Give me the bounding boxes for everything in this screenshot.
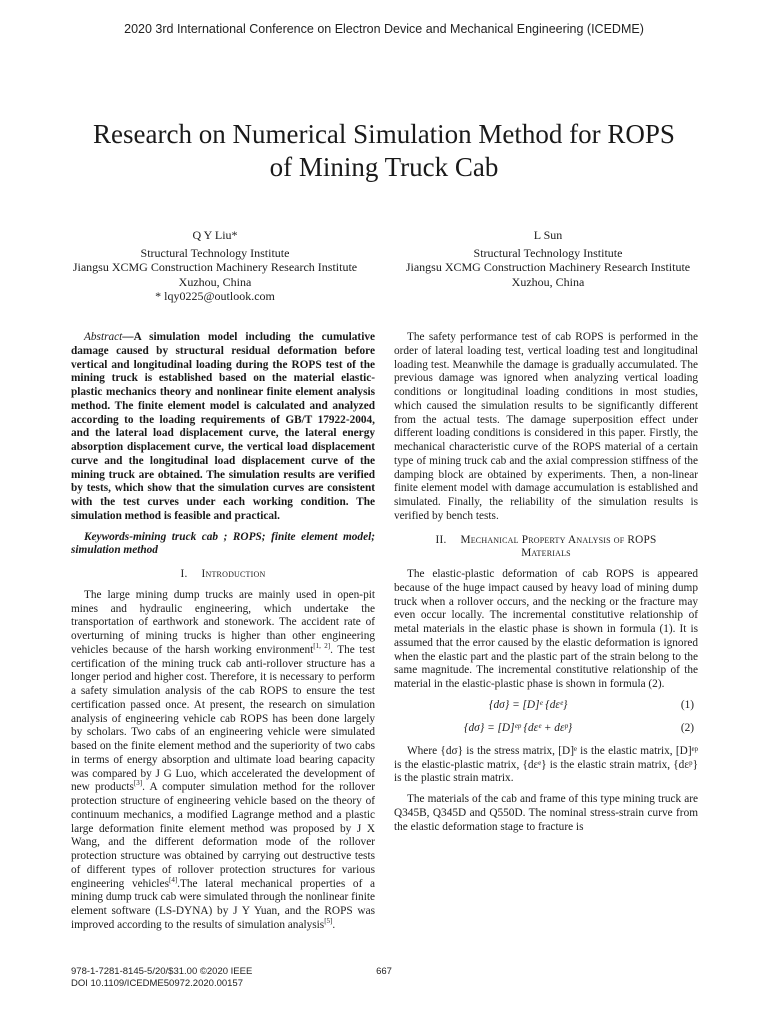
paragraph: The materials of the cab and frame of this type mining truck are Q345B, Q345D and Q550D. The nominal stress-strain curve from the elastic deformation stage to fracture is [394, 793, 698, 833]
conference-header: 2020 3rd International Conference on Electron Device and Mechanical Engineering (ICEDME) [124, 22, 644, 36]
section-title: Mechanical Property Analysis of ROPS [460, 533, 657, 546]
author-email: * lqy0225@outlook.com [155, 289, 275, 303]
section-title: Introduction [201, 568, 266, 580]
author-name: L Sun [533, 228, 563, 242]
author-affiliation: Structural Technology Institute [140, 245, 290, 260]
section-number: I. [180, 568, 188, 580]
author-block-1 [60, 228, 370, 304]
author-location: Xuzhou, China [178, 274, 252, 289]
equation-2 [394, 722, 698, 742]
equation-expression: {dσ} = [D]ᵉᵖ {dεᵉ + dεᵖ} [464, 721, 573, 734]
author-location: Xuzhou, China [511, 274, 585, 289]
paragraph [71, 589, 375, 933]
footer-isbn: 978-1-7281-8145-5/20/$31.00 ©2020 IEEE [71, 966, 253, 977]
author-name: Q Y Liu* [192, 228, 238, 242]
author-block-2 [393, 228, 703, 289]
left-column [71, 331, 375, 940]
citation: [4] [168, 875, 178, 884]
paragraph: The elastic-plastic deformation of cab ROPS is appeared because of the huge impact caused by heavy load of mining dump truck when a rollover occurs, and the necking or the fracture may even occur locally. The incremental constitutive relationship of metal materials in the elastic phase is shown in formula (1). It is assumed that the error caused by the elastic deformation is ignored when the elastic part and the plastic part of the strain belong to the same magnitude. The incremental constitutive relationship of the material in the elastic-plastic phase is shown in formula (2). [394, 568, 698, 690]
keywords: Keywords-mining truck cab ; ROPS; finite element model; simulation method [71, 530, 375, 557]
footer-doi: DOI 10.1109/ICEDME50972.2020.00157 [71, 977, 243, 989]
paragraph-text: The large mining dump trucks are mainly used in open-pit mines and hydraulic engineering, which undertake the transportation of earthwork and stonework. The accident rate of overturning of mining trucks is higher than other engineering vehicles because of the harsh working environment [71, 588, 375, 656]
paragraph-text: . The test certification of the mining truck cab anti-rollover structure has a longer period and higher cost. Therefore, it is necessary to perform a safety simulation analysis of the cab ROPS to ensure the test certification passed once. At present, the research on simulation analysis of engineering vehicle cab ROPS has been done largely by scholars. Two cabs of an engineering vehicle were simulated based on the finite element method and the superiority of two cabs in terms of energy absorption and ultimate load bearing capacity was compared by J G Luo, which accelerated the development of new products [71, 643, 375, 794]
paragraph-text: . A computer simulation method for the rollover protection structure of engineering vehicle based on the theory of continuum mechanics, a modified Lagrange method and a plastic large deformation finite element method was proposed by J X Wang, and the different deformation mode of the rollover protection structure was obtained by carrying out destructive tests of different types of rollover protection structures for various engineering vehicles [71, 781, 375, 890]
equation-1 [394, 699, 698, 719]
paragraph-text: . [332, 918, 336, 931]
section-heading-introduction [71, 568, 375, 582]
right-column [394, 331, 698, 841]
section-heading-materials [394, 534, 698, 562]
section-title-continued: Materials [521, 547, 571, 560]
equation-number: (1) [680, 698, 694, 711]
paper-title [40, 118, 728, 184]
author-affiliation: Jiangsu XCMG Construction Machinery Research Institute [72, 260, 358, 274]
citation: [1, 2] [313, 641, 331, 650]
title-line-1: Research on Numerical Simulation Method for ROPS [93, 119, 675, 149]
citation: [5] [324, 916, 333, 925]
paragraph: The safety performance test of cab ROPS is performed in the order of lateral loading test, vertical loading test and longitudinal loading test. Meanwhile the damage is gradually accumulated. The previous damage was ignored when analyzing vertical loading conditions or longitudinal loading conditions in most studies, which caused the simulation results to be significantly different from the actual tests. The damage superposition effect under different loading conditions is considered in this paper. Firstly, the mechanical characteristic curve of the ROPS material of a certain type of mining truck cab and the axial compression stiffness of the damping block are obtained by experiments. Then, a non-linear finite element model with damage accumulation is established and simulated. Finally, the reliability of the simulation results is verified by bench tests. [394, 331, 698, 522]
equation-expression: {dσ} = [D]ᵉ {dεᵉ} [489, 698, 568, 711]
author-affiliation: Structural Technology Institute [473, 245, 623, 260]
author-affiliation: Jiangsu XCMG Construction Machinery Research Institute [405, 260, 691, 274]
page-number: 667 [376, 966, 392, 977]
abstract [71, 331, 375, 524]
paragraph-text: .The lateral mechanical properties of a mining dump truck cab were simulated through the nonlinear finite element software (LS-DYNA) by J Y Yuan, and the ROPS was improved according to the results of simulation analysis [71, 877, 375, 931]
equation-number: (2) [680, 721, 694, 734]
paragraph: Where {dσ} is the stress matrix, [D]ᵉ is the elastic matrix, [D]ᵉᵖ is the elastic-plastic matrix, {dεᵉ} is the elastic strain matrix, {dεᵖ} is the plastic strain matrix. [394, 744, 698, 785]
title-line-2: of Mining Truck Cab [269, 152, 499, 182]
abstract-lead: Abstract [84, 331, 123, 343]
abstract-body: —A simulation model including the cumulative damage caused by structural residual deformation before vertical and longitudinal loading during the ROPS test of the mining truck is established based on the material elastic-plastic mechanics theory and nonlinear finite element analysis method. The finite element model is calculated and analyzed according to the loading requirements of GB/T 17922-2004, and the lateral load displacement curve, the lateral energy absorption displacement curve, the vertical load displacement curve and the longitudinal load displacement curve of the mining truck are obtained. The simulation results are verified by tests, which show that the simulation curves are consistent with the test curves under each working condition. The simulation method is feasible and practical. [71, 331, 375, 522]
citation: [3] [133, 779, 143, 788]
section-number: II. [435, 533, 447, 546]
